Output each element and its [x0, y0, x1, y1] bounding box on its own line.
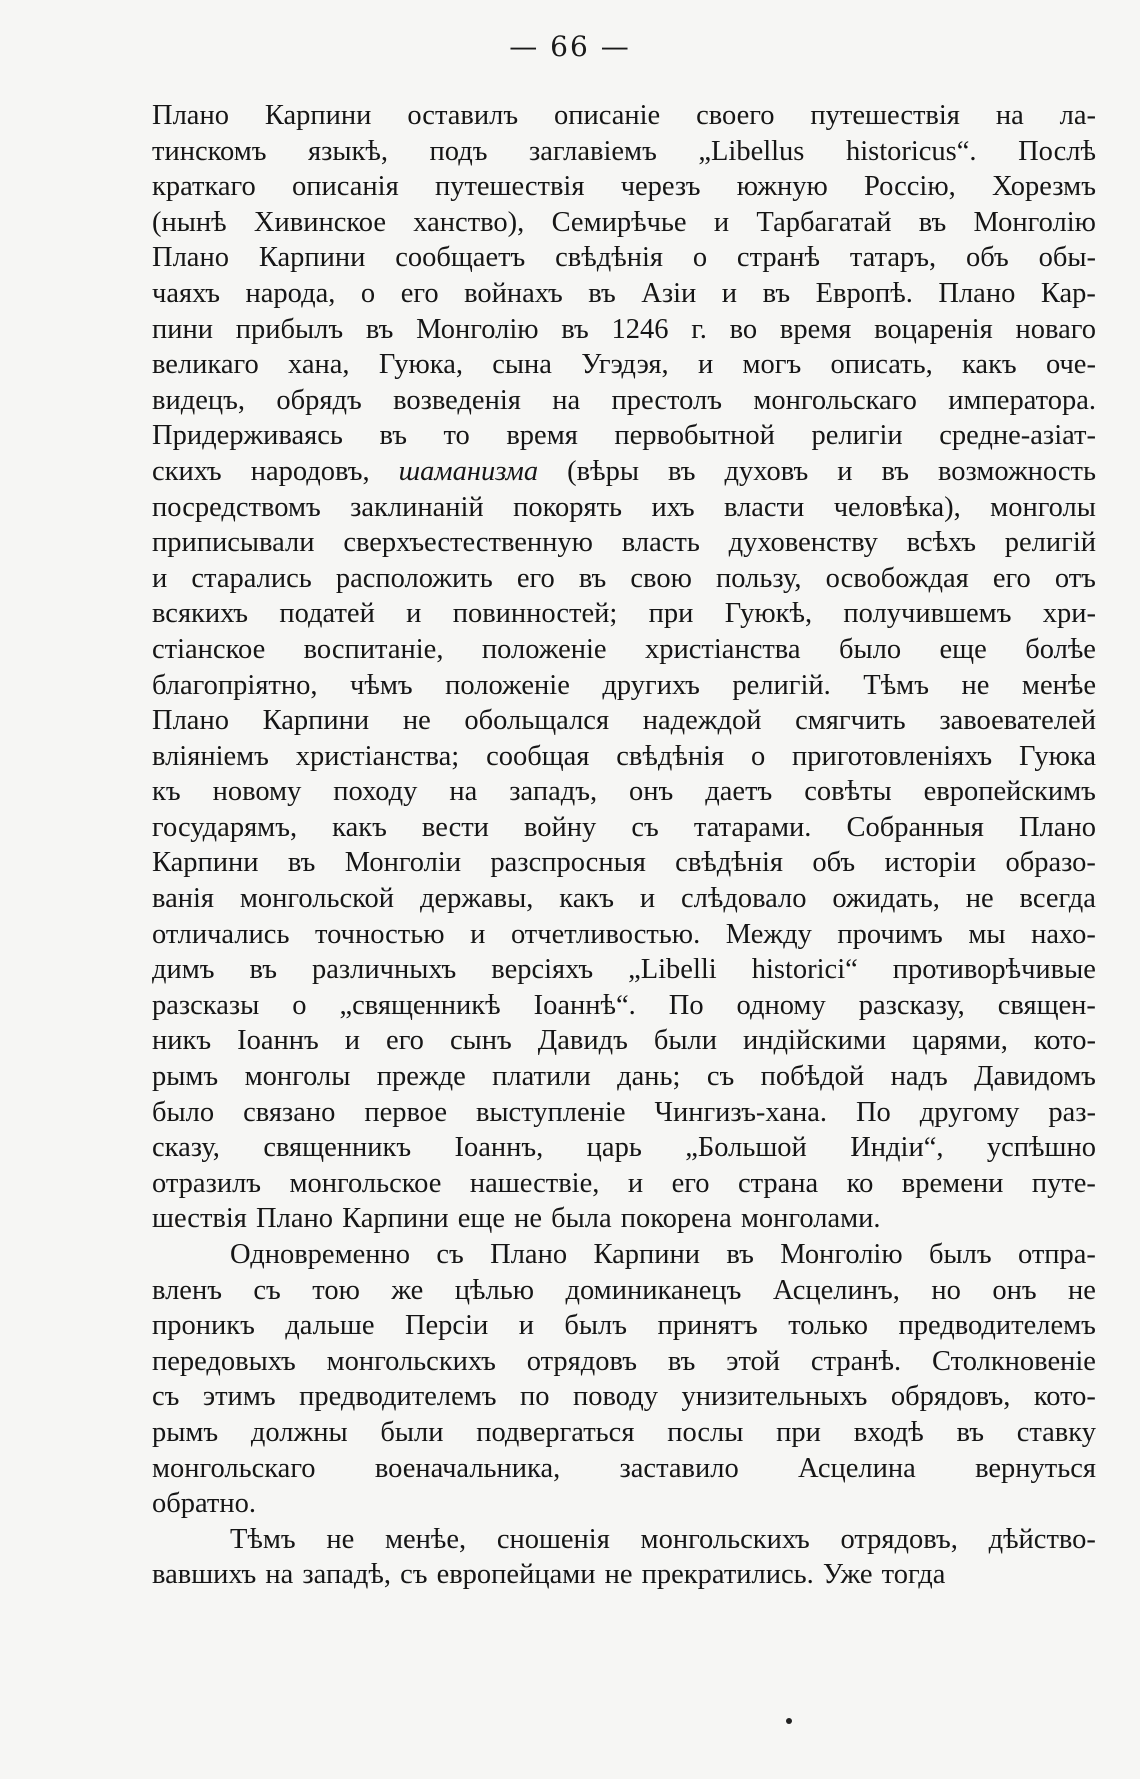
paragraph [152, 1237, 1096, 1522]
text-line: приписывали сверхъестественную власть духовенству всѣхъ религій [152, 527, 1096, 559]
text-line: тинскомъ языкѣ, подъ заглавіемъ „Libellus historicus“. Послѣ [152, 135, 1096, 167]
text-line: сказу, священникъ Іоаннъ, царь „Большой Индіи“, успѣшно [152, 1132, 1096, 1164]
text-line: передовыхъ монгольскихъ отрядовъ въ этой странѣ. Столкновеніе [152, 1345, 1096, 1377]
text-line: Плано Карпини не обольщался надеждой смягчить завоевателей [152, 705, 1096, 737]
page-number: — 66 — [509, 30, 631, 63]
body-text [152, 98, 1096, 1593]
text-line: видецъ, обрядъ возведенія на престолъ монгольскаго императора. [152, 384, 1096, 416]
text-line: государямъ, какъ вести войну съ татарами. Собранныя Плано [152, 811, 1096, 843]
text-line: посредствомъ заклинаній покорять ихъ власти человѣка), монголы [152, 491, 1096, 523]
text-line: стіанское воспитаніе, положеніе христіанства было еще болѣе [152, 633, 1096, 665]
paragraph [152, 98, 1096, 1237]
text-line: никъ Іоаннъ и его сынъ Давидъ были индійскими царями, кото- [152, 1025, 1096, 1057]
text-line: великаго хана, Гуюка, сына Угэдэя, и могъ описать, какъ оче- [152, 349, 1096, 381]
ink-speck [786, 1718, 792, 1724]
text-line: вавшихъ на западѣ, съ европейцами не прекратились. Уже тогда [152, 1559, 946, 1591]
text-line: рымъ должны были подвергаться послы при входѣ въ ставку [152, 1416, 1096, 1448]
text-line: къ новому походу на западъ, онъ даетъ совѣты европейскимъ [152, 776, 1096, 808]
text-line: димъ въ различныхъ версіяхъ „Libelli historici“ противорѣчивые [152, 954, 1096, 986]
text-line: краткаго описанія путешествія черезъ южную Россію, Хорезмъ [152, 171, 1096, 203]
text-line: было связано первое выступленіе Чингизъ-хана. По другому раз- [152, 1096, 1096, 1128]
text-line: разсказы о „священникѣ Іоаннѣ“. По одному разсказу, священ- [152, 989, 1096, 1021]
text-line: съ этимъ предводителемъ по поводу унизительныхъ обрядовъ, кото- [152, 1381, 1096, 1413]
text-line: рымъ монголы прежде платили дань; съ побѣдой надъ Давидомъ [152, 1061, 1096, 1093]
text-line: монгольскаго военачальника, заставило Асцелина вернуться [152, 1452, 1096, 1484]
text-line: Одновременно съ Плано Карпини въ Монголію былъ отпра- [230, 1239, 1096, 1270]
text-line: проникъ дальше Персіи и былъ принятъ только предводителемъ [152, 1310, 1096, 1342]
text-line: пини прибылъ въ Монголію въ 1246 г. во время воцаренія новаго [152, 313, 1096, 345]
text-line: отразилъ монгольское нашествіе, и его страна ко времени путе- [152, 1167, 1096, 1199]
text-line: ванія монгольской державы, какъ и слѣдовало ожидать, не всегда [152, 883, 1096, 915]
text-line: Карпини въ Монголіи разспросныя свѣдѣнія объ исторіи образо- [152, 847, 1096, 879]
text-line: всякихъ податей и повинностей; при Гуюкѣ, получившемъ хри- [152, 598, 1096, 630]
text-line: Тѣмъ не менѣе, сношенія монгольскихъ отрядовъ, дѣйство- [230, 1523, 1096, 1555]
text-line: благопріятно, чѣмъ положеніе другихъ религій. Тѣмъ не менѣе [152, 669, 1096, 701]
text-line: вліяніемъ христіанства; сообщая свѣдѣнія о приготовленіяхъ Гуюка [152, 740, 1096, 772]
text-line: шествія Плано Карпини еще не была покорена монголами. [152, 1203, 881, 1235]
paragraph [152, 1522, 1096, 1593]
text-line: и старались расположить его въ свою пользу, освобождая его отъ [152, 562, 1096, 594]
text-line: отличались точностью и отчетливостью. Между прочимъ мы нахо- [152, 918, 1096, 950]
text-line: чаяхъ народа, о его войнахъ въ Азіи и въ Европѣ. Плано Кар- [152, 277, 1096, 309]
text-line: скихъ народовъ, шаманизма (вѣры въ духовъ и въ возможность [152, 455, 1096, 487]
text-line: Плано Карпини сообщаетъ свѣдѣнія о странѣ татаръ, объ обы- [152, 242, 1096, 274]
text-line: Плано Карпини оставилъ описаніе своего путешествія на ла- [152, 100, 1096, 131]
text-line: обратно. [152, 1488, 256, 1520]
text-line: вленъ съ тою же цѣлью доминиканецъ Асцелинъ, но онъ не [152, 1274, 1096, 1306]
text-line: (нынѣ Хивинское ханство), Семирѣчье и Тарбагатай въ Монголію [152, 206, 1096, 238]
text-line: Придерживаясь въ то время первобытной религіи средне-азіат- [152, 420, 1096, 452]
